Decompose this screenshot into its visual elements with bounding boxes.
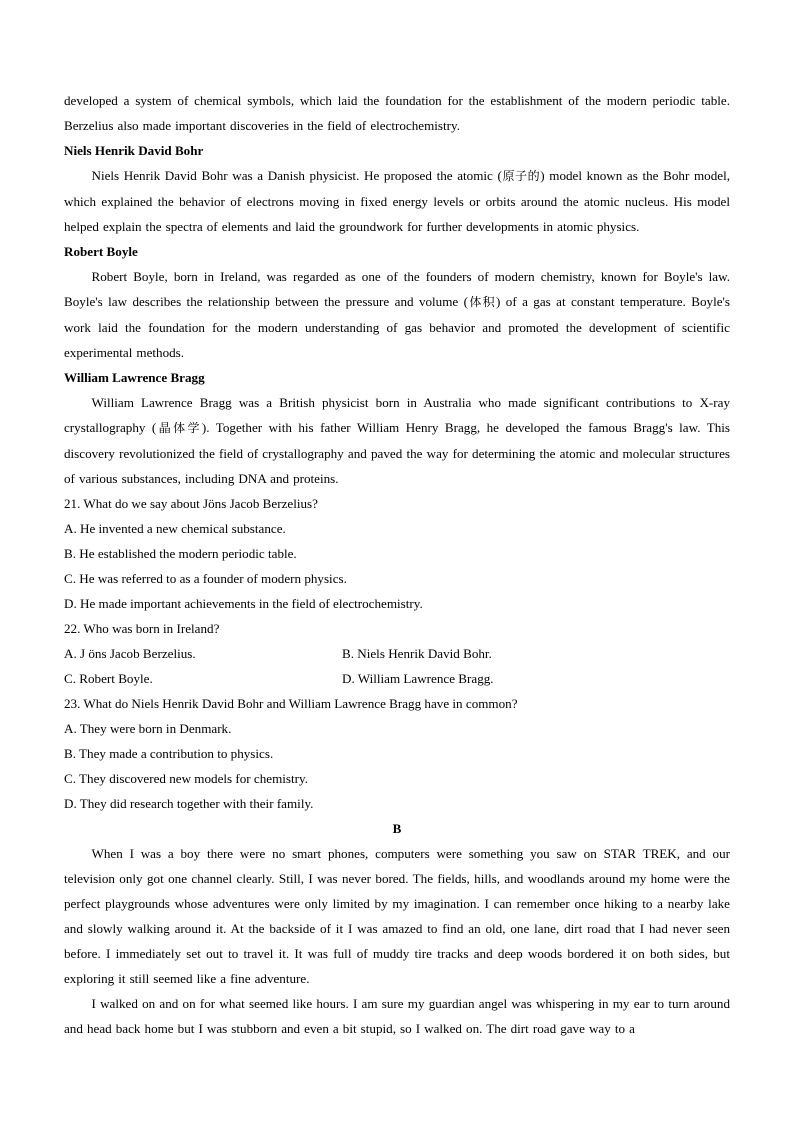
entry-heading-robert-boyle: Robert Boyle <box>64 244 138 259</box>
question-22-option-b[interactable]: B. Niels Henrik David Bohr. <box>342 646 492 661</box>
question-23-option-c[interactable]: C. They discovered new models for chemistry. <box>64 771 308 786</box>
passage-a-continuation-paragraph: developed a system of chemical symbols, which laid the foundation for the establishment of the modern periodic table. Berzelius also made important discoveries in the field of electrochemistry. <box>64 93 730 133</box>
question-21-stem: 21. What do we say about Jöns Jacob Berzelius? <box>64 496 318 511</box>
question-22-stem: 22. Who was born in Ireland? <box>64 621 220 636</box>
question-22-option-row-1 <box>64 641 730 666</box>
cjk-gloss: 晶体学 <box>156 421 202 435</box>
cjk-gloss: 原子的 <box>501 169 541 183</box>
question-23-stem: 23. What do Niels Henrik David Bohr and William Lawrence Bragg have in common? <box>64 696 518 711</box>
question-22-option-row-2 <box>64 666 730 691</box>
question-21-option-a[interactable]: A. He invented a new chemical substance. <box>64 521 286 536</box>
passage-b-paragraph-1: When I was a boy there were no smart phones, computers were something you saw on STAR TREK, and our television only got one channel clearly. Still, I was never bored. The fields, hills, and woodlands around my home were the perfect playgrounds whose adventures were only limited by my imagination. I can remember once hiking to a nearby lake and slowly walking around it. At the backside of it I was amazed to find an old, one lane, dirt road that I had never seen before. I immediately set out to travel it. It was full of muddy tire tracks and deep woods bordered it on both sides, but exploring it still seemed like a fine adventure. <box>64 846 730 986</box>
question-23-option-d[interactable]: D. They did research together with their family. <box>64 796 314 811</box>
question-21-option-d[interactable]: D. He made important achievements in the field of electrochemistry. <box>64 596 423 611</box>
cjk-gloss: 体积 <box>467 295 497 309</box>
entry-body-william-lawrence-bragg: William Lawrence Bragg was a British physicist born in Australia who made significant contributions to X-ray crystallography (晶体学). Together with his father William Henry Bragg, he developed the famous Bragg's law. This discovery revolutionized the field of crystallography and paved the way for determining the atomic and molecular structures of various substances, including DNA and proteins. <box>64 395 730 486</box>
question-21-option-c[interactable]: C. He was referred to as a founder of modern physics. <box>64 571 347 586</box>
entry-body-robert-boyle: Robert Boyle, born in Ireland, was regarded as one of the founders of modern chemistry, known for Boyle's law. Boyle's law describes the relationship between the pressure and volume (体积) of a gas at constant temperature. Boyle's work laid the foundation for the modern understanding of gas behavior and promoted the development of scientific experimental methods. <box>64 269 730 360</box>
entry-heading-niels-henrik-david-bohr: Niels Henrik David Bohr <box>64 143 204 158</box>
question-23-option-b[interactable]: B. They made a contribution to physics. <box>64 746 274 761</box>
question-22-option-a[interactable]: A. J öns Jacob Berzelius. <box>64 646 196 661</box>
page-content <box>64 88 730 1041</box>
question-22-option-c[interactable]: C. Robert Boyle. <box>64 671 153 686</box>
question-21-option-b[interactable]: B. He established the modern periodic table. <box>64 546 297 561</box>
question-23-option-a[interactable]: A. They were born in Denmark. <box>64 721 232 736</box>
entry-body-niels-henrik-david-bohr: Niels Henrik David Bohr was a Danish physicist. He proposed the atomic (原子的) model known as the Bohr model, which explained the behavior of electrons moving in fixed energy levels or orbits around the atomic nucleus. His model helped explain the spectra of elements and laid the groundwork for further developments in atomic physics. <box>64 168 730 234</box>
passage-b-paragraph-2: I walked on and on for what seemed like hours. I am sure my guardian angel was whispering in my ear to turn around and head back home but I was stubborn and even a bit stupid, so I walked on. The dirt road gave way to a <box>64 996 730 1036</box>
passage-b-section-label: B <box>392 821 402 836</box>
entry-heading-william-lawrence-bragg: William Lawrence Bragg <box>64 370 205 385</box>
question-22-option-d[interactable]: D. William Lawrence Bragg. <box>342 671 494 686</box>
